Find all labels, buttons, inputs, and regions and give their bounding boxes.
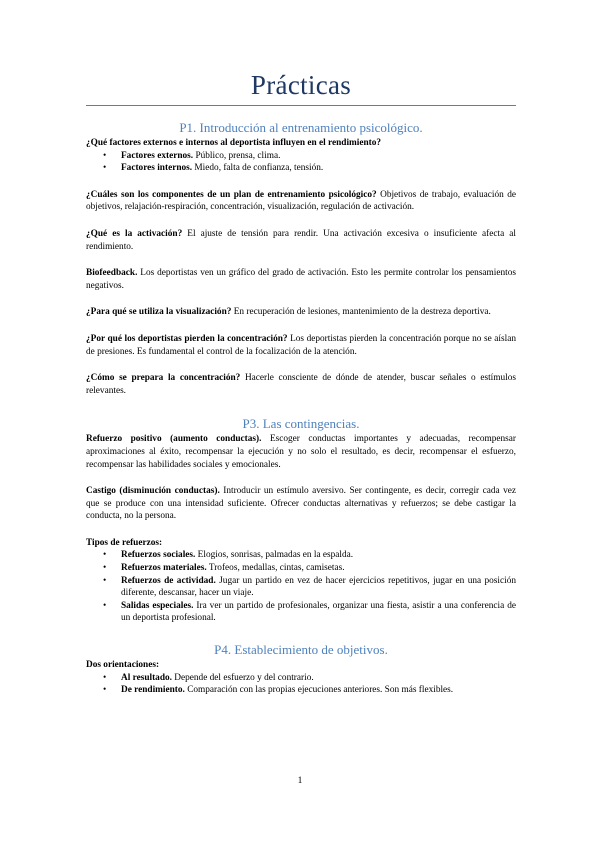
list-item: • Refuerzos materiales. Trofeos, medallas, cintas, camisetas. — [121, 562, 516, 575]
list-item: • De rendimiento. Comparación con las propias ejecuciones anteriores. Son más flexibles. — [121, 684, 516, 697]
page-number: 1 — [297, 776, 303, 786]
reinforcement-types-label: Tipos de refuerzos: — [86, 537, 163, 548]
orientations-label: Dos orientaciones: — [86, 660, 160, 671]
paragraph-positive-reinforcement: Refuerzo positivo (aumento conductas). Escoger conductas importantes y adecuadas, recompensar aproximaciones al éxito, recompensar la ejecución y no solo el resultado, es decir, recompensar el esfuerzo, recompensar las habilidades sociales y emocionales. — [86, 434, 516, 470]
question-components: ¿Cuáles son los componentes de un plan de entrenamiento psicológico? Objetivos de trabajo, evaluación de objetivos, relajación-respiración, concentración, visualización, regulación de activación. — [86, 189, 516, 213]
list-item: • Factores externos. Público, prensa, clima. — [121, 150, 516, 163]
question-visualization: ¿Para qué se utiliza la visualización? En recuperación de lesiones, mantenimiento de la destreza deportiva. — [86, 307, 491, 318]
page-title: Prácticas — [250, 70, 352, 100]
section-heading-p4: P4. Establecimiento de objetivos. — [214, 642, 388, 658]
list-item: • Refuerzos de actividad. Jugar un partido en vez de hacer ejercicios repetitivos, jugar en una posición diferente, descansar, hacer un viaje. — [121, 575, 516, 600]
document-page — [86, 68, 516, 697]
section-heading-p3: P3. Las contingencias. — [242, 416, 360, 432]
reinforcement-types-list — [86, 549, 516, 625]
section-heading-p1: P1. Introducción al entrenamiento psicológico. — [179, 120, 423, 135]
list-item: • Al resultado. Depende del esfuerzo y del contrario. — [121, 672, 516, 685]
factors-list — [86, 150, 516, 175]
title-divider — [86, 105, 516, 106]
question-activation: ¿Qué es la activación? El ajuste de tensión para rendir. Una activación excesiva o insuficiente afecta al rendimiento. — [86, 228, 516, 252]
question-concentration-loss: ¿Por qué los deportistas pierden la concentración? Los deportistas pierden la concentración porque no se aíslan de presiones. Es fundamental el control de la focalización de la atención. — [86, 333, 516, 357]
orientations-list — [86, 672, 516, 697]
question-factors: ¿Qué factores externos e internos al deportista influyen en el rendimiento? — [86, 138, 382, 148]
list-item: • Factores internos. Miedo, falta de confianza, tensión. — [121, 162, 516, 175]
list-item: • Salidas especiales. Ira ver un partido de profesionales, organizar una fiesta, asistir a una conferencia de un deportista profesional. — [121, 600, 516, 625]
question-concentration-prep: ¿Cómo se prepara la concentración? Hacerle consciente de dónde de atender, buscar señales o estímulos relevantes. — [86, 373, 516, 396]
paragraph-punishment: Castigo (disminución conductas). Introducir un estímulo aversivo. Ser contingente, es decir, corregir cada vez que se produce con una intensidad suficiente. Ofrecer conductas alternativas y refuerzos; se debe castigar la conducta, no la persona. — [86, 486, 516, 522]
list-item: • Refuerzos sociales. Elogios, sonrisas, palmadas en la espalda. — [121, 549, 516, 562]
paragraph-biofeedback: Biofeedback. Los deportistas ven un gráfico del grado de activación. Esto les permite controlar los pensamientos negativos. — [86, 268, 516, 291]
